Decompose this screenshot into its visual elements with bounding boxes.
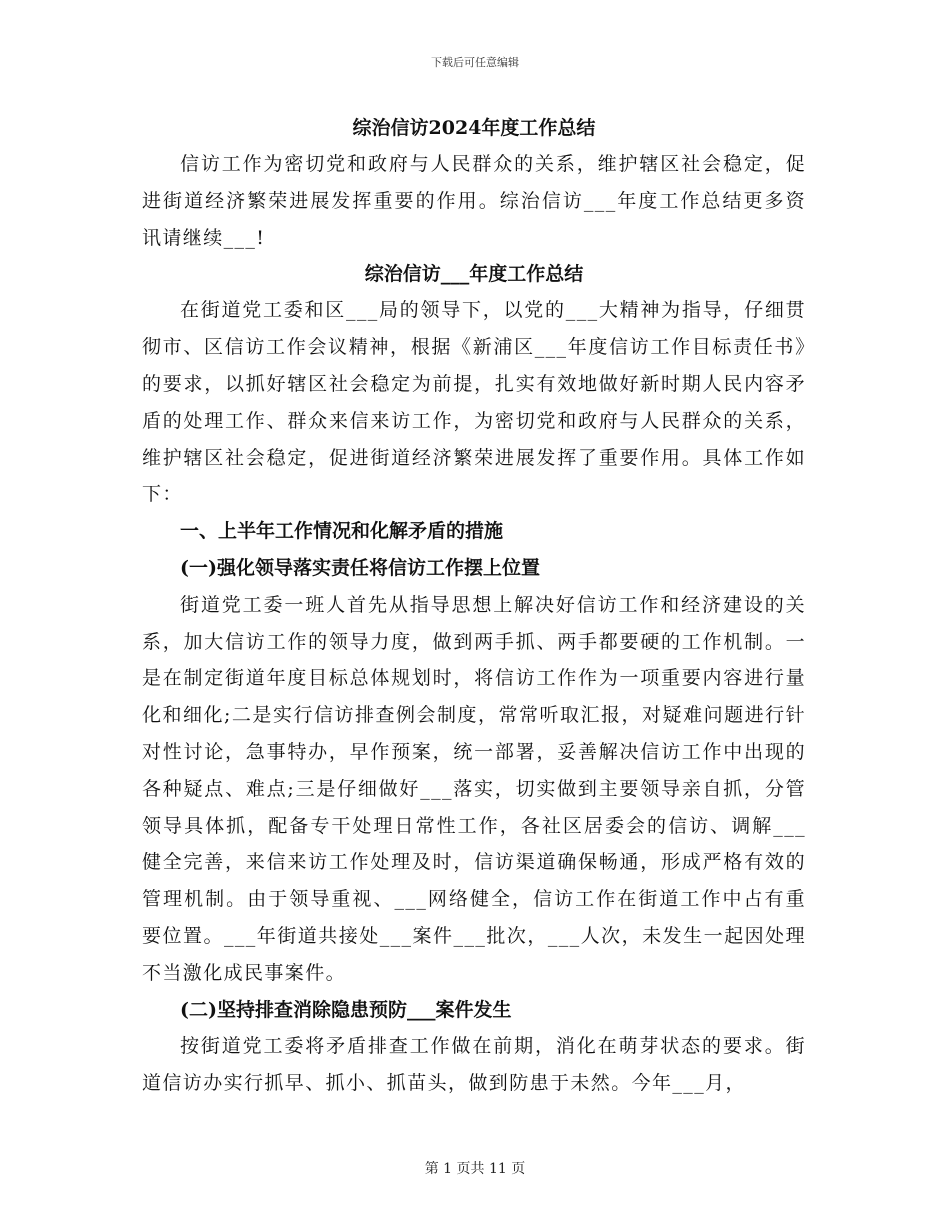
subsection-2-paragraph: 按街道党工委将矛盾排查工作做在前期，消化在萌芽状态的要求。街道信访办实行抓早、抓小、抓苗头，做到防患于未然。今年___月，: [142, 1035, 806, 1095]
section-1-heading: 一、上半年工作情况和化解矛盾的措施: [180, 520, 504, 543]
header-note: 下载后可任意编辑: [431, 56, 519, 69]
subsection-1-heading: (一)强化领导落实责任将信访工作摆上位置: [180, 556, 540, 579]
subsection-2-heading: (二)坚持排查消除隐患预防___案件发生: [180, 998, 512, 1021]
document-body: [142, 110, 806, 1102]
subsection-1-paragraph: 街道党工委一班人首先从指导思想上解决好信访工作和经济建设的关系，加大信访工作的领导力度，做到两手抓、两手都要硬的工作机制。一是在制定街道年度目标总体规划时，将信访工作作为一项重要内容进行量化和细化;二是实行信访排查例会制度，常常听取汇报，对疑难问题进行针对性讨论，急事特办，早作预案，统一部署，妥善解决信访工作中出现的各种疑点、难点;三是仔细做好___落实，切实做到主要领导亲自抓，分管领导具体抓，配备专干处理日常性工作，各社区居委会的信访、调解___健全完善，来信来访工作处理及时，信访渠道确保畅通，形成严格有效的管理机制。由于领导重视、___网络健全，信访工作在街道工作中占有重要位置。___年街道共接处___案件___批次，___人次，未发生一起因处理不当激化成民事案件。: [142, 593, 806, 984]
document-title: 综治信访2024年度工作总结: [352, 117, 596, 139]
page-number: 第 1 页共 11 页: [424, 1161, 526, 1177]
document-subtitle: 综治信访___年度工作总结: [364, 263, 584, 286]
intro-paragraph: 信访工作为密切党和政府与人民群众的关系，维护辖区社会稳定，促进街道经济繁荣进展发挥重要的作用。综治信访___年度工作总结更多资讯请继续___!: [142, 153, 806, 249]
paragraph-1: 在街道党工委和区___局的领导下，以党的___大精神为指导，仔细贯彻市、区信访工作会议精神，根据《新浦区___年度信访工作目标责任书》的要求，以抓好辖区社会稳定为前提，扎实有效地做好新时期人民内容矛盾的处理工作、群众来信来访工作，为密切党和政府与人民群众的关系，维护辖区社会稳定，促进街道经济繁荣进展发挥了重要作用。具体工作如下：: [142, 299, 806, 506]
